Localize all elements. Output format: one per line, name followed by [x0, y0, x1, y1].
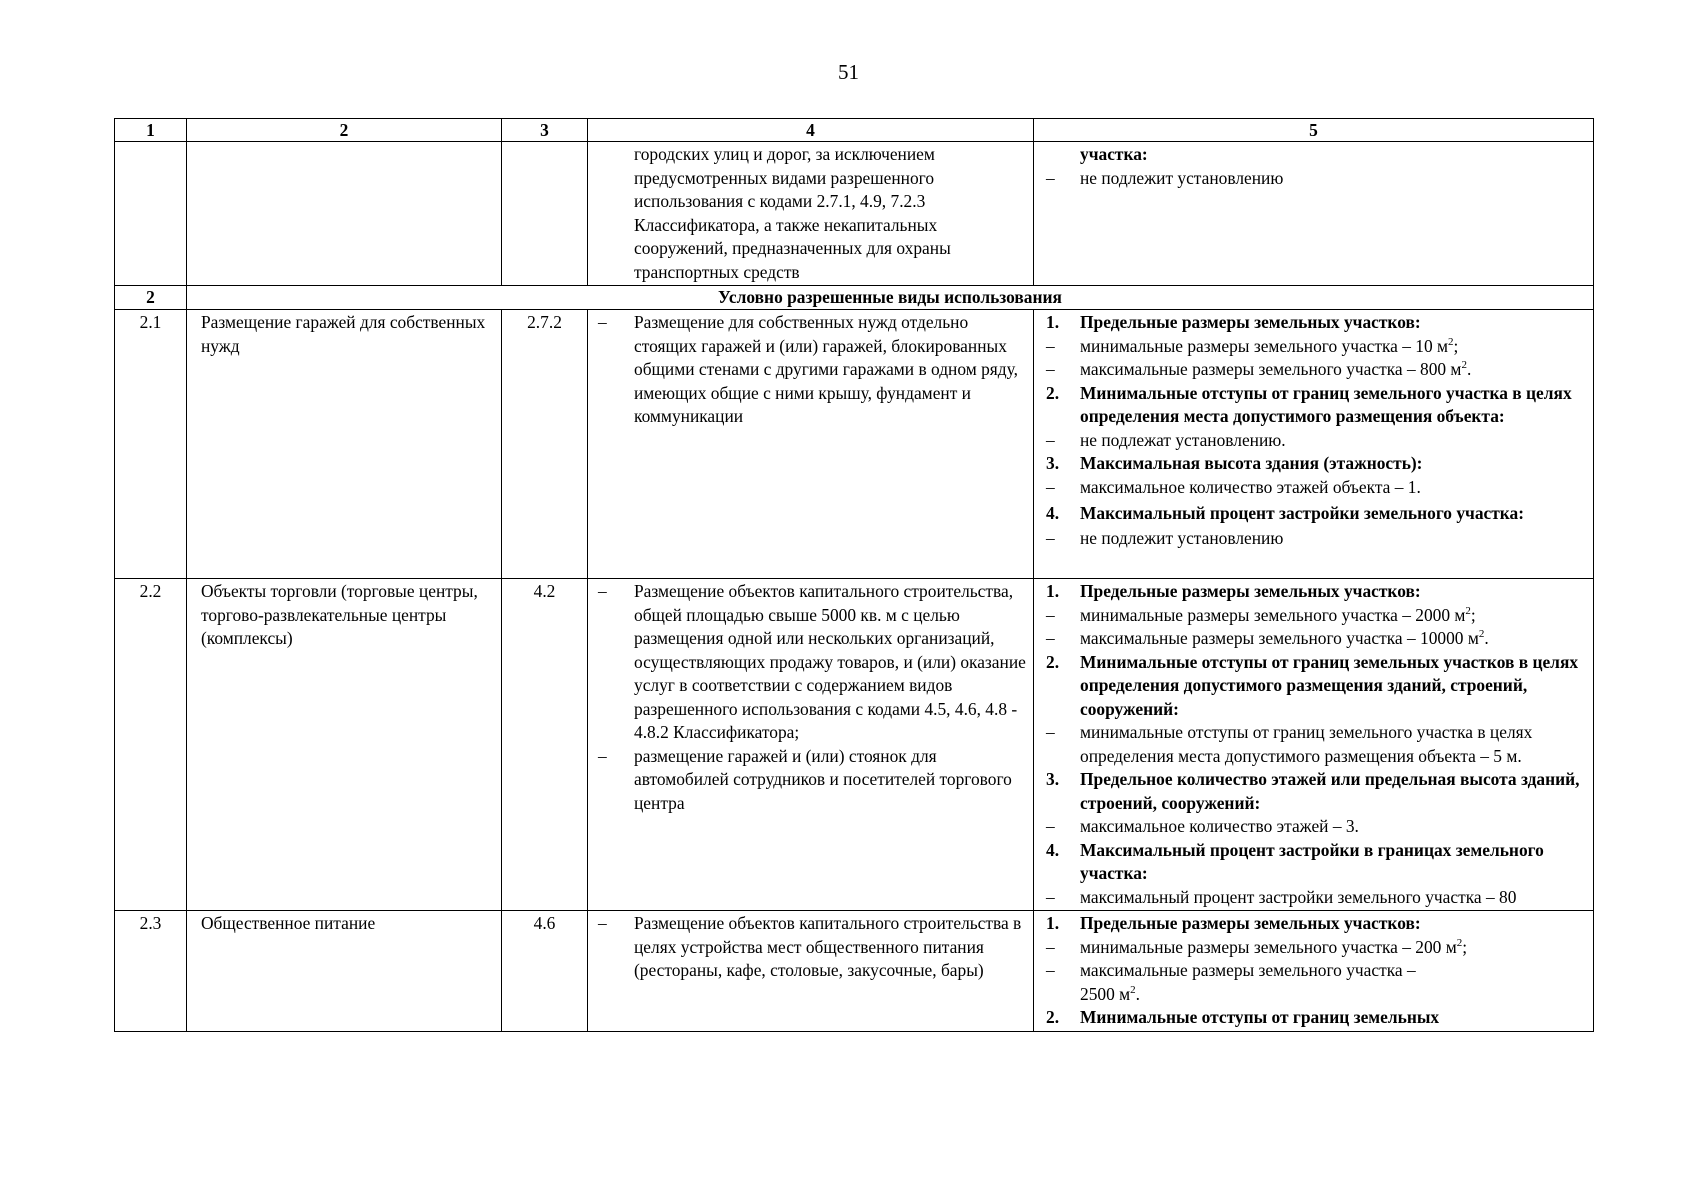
param-heading: Минимальные отступы от границ земельных: [1080, 1007, 1440, 1027]
use-name: Размещение гаражей для собственных нужд: [187, 310, 502, 579]
param-number: 1.: [1046, 581, 1060, 601]
use-parameters: [1034, 911, 1594, 1032]
dash-marker: –: [1046, 429, 1055, 450]
superscript: 2: [1448, 335, 1454, 348]
param-number: 2.: [1046, 651, 1060, 672]
use-code: 4.2: [502, 579, 588, 911]
param-item: максимальные размеры земельного участка –: [1080, 960, 1416, 980]
param-item: минимальные размеры земельного участка – 2000 м: [1080, 604, 1466, 625]
section-title: Условно разрешенные виды использования: [187, 286, 1594, 310]
description-text: Размещение объектов капитального строительства, общей площадью свыше 5000 кв. м с целью размещения одной или нескольких организаций, осуществляющих продажу товаров, и (или) оказание услуг в соответствии с содержанием видов разрешенного использования с кодами 4.5, 4.6, 4.8 - 4.8.2 Классификатора;: [634, 581, 1026, 742]
continuation-item: не подлежит установлению: [1080, 167, 1284, 188]
param-item: не подлежат установлению.: [1080, 429, 1286, 450]
section-row: [115, 286, 1594, 310]
param-heading: Предельные размеры земельных участков:: [1080, 581, 1421, 601]
dash-marker: –: [1046, 628, 1055, 648]
param-item: максимальное количество этажей объекта – 1.: [1080, 476, 1421, 497]
param-number: 2.: [1046, 1007, 1060, 1027]
table-row: [115, 310, 1594, 579]
description-text: размещение гаражей и (или) стоянок для автомобилей сотрудников и посетителей торгового центра: [634, 745, 1012, 813]
superscript: 2: [1465, 604, 1471, 617]
use-parameters: [1034, 310, 1594, 579]
dash-marker: –: [1046, 722, 1055, 742]
continuation-line: сооружений, предназначенных для охраны: [634, 238, 951, 258]
dash-marker: –: [598, 745, 607, 766]
use-description: [588, 579, 1034, 911]
use-description: [588, 310, 1034, 579]
punctuation: .: [1484, 628, 1489, 648]
row-number: 2.2: [115, 579, 187, 911]
dash-marker: –: [598, 312, 607, 332]
dash-marker: –: [1046, 335, 1055, 356]
param-number: 3.: [1046, 453, 1060, 473]
punctuation: ;: [1462, 936, 1468, 957]
dash-marker: –: [1046, 816, 1055, 836]
row-number: 2.1: [115, 310, 187, 579]
continuation-line: использования с кодами 2.7.1, 4.9, 7.2.3: [634, 191, 926, 211]
param-heading: Предельные размеры земельных участков:: [1080, 312, 1421, 332]
punctuation: ;: [1470, 604, 1476, 625]
section-number: 2: [115, 286, 187, 310]
continuation-parameters: [1034, 142, 1594, 286]
table-row: [115, 911, 1594, 1032]
param-heading: Предельные размеры земельных участков:: [1080, 913, 1421, 933]
continuation-line: транспортных средств: [634, 261, 800, 282]
param-number: 2.: [1046, 382, 1060, 403]
use-name: Общественное питание: [187, 911, 502, 1032]
table-row: [115, 142, 1594, 286]
punctuation: ;: [1453, 335, 1459, 356]
table-row: [115, 579, 1594, 911]
use-name: Объекты торговли (торговые центры, торгово-развлекательные центры (комплексы): [187, 579, 502, 911]
use-description: [588, 911, 1034, 1032]
table-header: [115, 119, 1594, 142]
use-parameters: [1034, 579, 1594, 911]
param-number: 1.: [1046, 913, 1060, 933]
superscript: 2: [1130, 983, 1136, 996]
param-number: 3.: [1046, 769, 1060, 789]
continuation-line: предусмотренных видами разрешенного: [634, 167, 935, 188]
continuation-description: [588, 142, 1034, 286]
dash-marker: –: [598, 581, 607, 601]
use-code: 4.6: [502, 911, 588, 1032]
description-text: Размещение объектов капитального строительства в целях устройства мест общественного питания (рестораны, кафе, столовые, закусочные, бары): [634, 913, 1022, 980]
punctuation: .: [1135, 983, 1140, 1004]
header-col-2: 2: [187, 119, 502, 142]
continuation-line: городских улиц и дорог, за исключением: [634, 144, 935, 164]
header-col-5: 5: [1034, 119, 1594, 142]
description-text: Размещение для собственных нужд отдельно стоящих гаражей и (или) гаражей, блокированных общими стенами с другими гаражами в одном ряду, имеющих общие с ними крышу, фундамент и коммуникации: [634, 312, 1018, 426]
dash-marker: –: [1046, 359, 1055, 379]
param-item: минимальные размеры земельного участка – 200 м: [1080, 936, 1457, 957]
param-item: максимальное количество этажей – 3.: [1080, 816, 1359, 836]
superscript: 2: [1461, 359, 1467, 372]
param-item: минимальные отступы от границ земельного участка в целях определения места допустимого размещения объекта – 5 м.: [1080, 722, 1533, 766]
param-heading: Максимальная высота здания (этажность):: [1080, 453, 1423, 473]
param-heading: Максимальный процент застройки в границах земельного участка:: [1080, 839, 1544, 883]
superscript: 2: [1456, 936, 1463, 949]
continuation-line: Классификатора, а также некапитальных: [634, 214, 938, 235]
param-number: 4.: [1046, 839, 1060, 860]
dash-marker: –: [1046, 167, 1055, 188]
dash-marker: –: [1046, 604, 1055, 625]
dash-marker: –: [598, 913, 607, 933]
punctuation: .: [1466, 359, 1472, 379]
superscript: 2: [1478, 628, 1485, 641]
header-col-1: 1: [115, 119, 187, 142]
header-col-3: 3: [502, 119, 588, 142]
dash-marker: –: [1046, 476, 1055, 497]
param-item-continued: 2500 м: [1080, 983, 1131, 1004]
param-heading: Минимальные отступы от границ земельных участков в целях определения допустимого размещения зданий, строений, сооружений:: [1080, 651, 1579, 719]
row-number: 2.3: [115, 911, 187, 1032]
use-code: 2.7.2: [502, 310, 588, 579]
dash-marker: –: [1046, 886, 1055, 907]
param-heading: Максимальный процент застройки земельного участка:: [1080, 503, 1525, 523]
page-number: 51: [838, 60, 859, 84]
param-item: минимальные размеры земельного участка – 10 м: [1080, 335, 1449, 356]
regulations-table: [114, 118, 1594, 1032]
param-number: 4.: [1046, 503, 1060, 523]
dash-marker: –: [1046, 960, 1055, 980]
param-item: максимальные размеры земельного участка – 10000 м: [1080, 628, 1479, 648]
param-heading: Предельное количество этажей или предельная высота зданий, строений, сооружений:: [1080, 769, 1580, 813]
param-item: максимальный процент застройки земельного участка – 80: [1080, 886, 1517, 907]
param-number: 1.: [1046, 312, 1060, 332]
continuation-heading: участка:: [1080, 144, 1148, 164]
param-item: максимальные размеры земельного участка – 800 м: [1080, 359, 1462, 379]
dash-marker: –: [1046, 528, 1055, 548]
header-col-4: 4: [588, 119, 1034, 142]
dash-marker: –: [1046, 936, 1055, 957]
param-item: не подлежит установлению: [1080, 528, 1284, 548]
param-heading: Минимальные отступы от границ земельного участка в целях определения места допустимого размещения объекта:: [1080, 382, 1572, 426]
